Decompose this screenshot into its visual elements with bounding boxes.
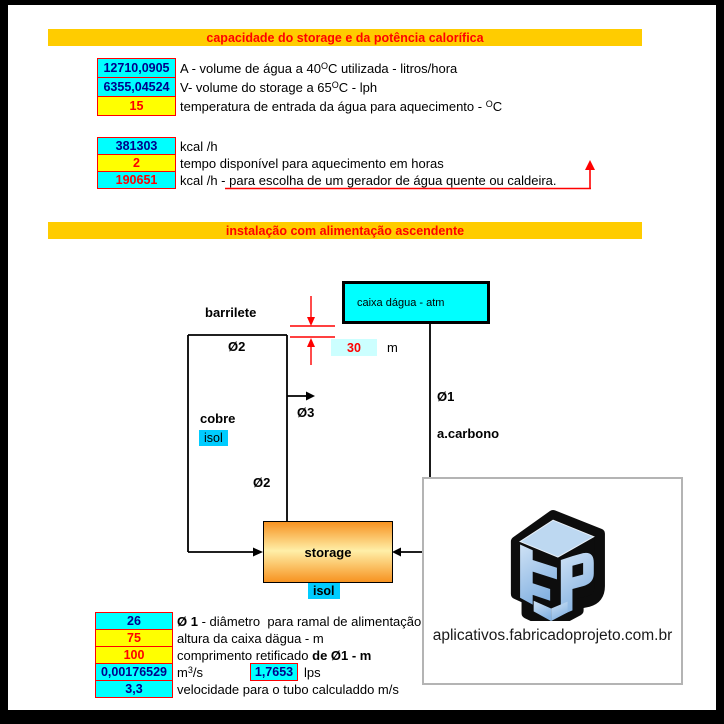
label-acarbono: a.carbono <box>437 426 500 441</box>
cell-velocidade[interactable]: 3,3 <box>95 680 173 698</box>
note-text: para escolha de um gerador de água quente ou caldeira. <box>229 172 557 188</box>
dimension-arrow-icons <box>307 317 315 347</box>
label-volume-storage-65c: V- volume do storage a 65 O C - lph <box>180 79 378 95</box>
label-diametro-d1: Ø 1 - diâmetro para ramal de alimentação <box>177 613 422 629</box>
label-volume-agua-40c: A - volume de água a 40 O C utilizada - litros/hora <box>180 60 458 76</box>
cell-kcal-total[interactable]: 381303 <box>97 137 176 155</box>
label-kcal-total: kcal /h <box>180 138 218 154</box>
label-cobre: cobre <box>200 411 236 426</box>
label-vazao-unit: m 3 /s <box>177 664 203 680</box>
label-d2-top: Ø2 <box>228 339 246 354</box>
cell-diametro-d1[interactable]: 26 <box>95 612 173 630</box>
label-tempo-horas: tempo disponível para aquecimento em horas <box>180 155 444 171</box>
cell-comprimento-d1[interactable]: 100 <box>95 646 173 664</box>
cell-volume-storage-65c[interactable]: 6355,04524 <box>97 77 176 97</box>
isol-storage-tag: isol <box>308 583 340 599</box>
storage-box: storage <box>263 521 393 583</box>
label-d1: Ø1 <box>437 389 455 404</box>
label-altura-caixa: altura da caixa dägua - m <box>177 630 324 646</box>
label-temp-entrada: temperatura de entrada da água para aquecimento - O C <box>180 98 503 114</box>
label-d2-mid: Ø2 <box>253 475 271 490</box>
label-dim-unit: m <box>387 340 398 355</box>
label-velocidade: velocidade para o tubo calculaddo m/s <box>177 681 399 697</box>
cell-vazao-lps[interactable]: 1,7653 <box>250 663 298 681</box>
logo-panel <box>422 477 683 685</box>
label-barrilete: barrilete <box>205 305 257 320</box>
cell-temp-entrada[interactable]: 15 <box>97 96 176 116</box>
label-lps: lps <box>304 664 321 680</box>
isol-cobre-tag: isol <box>199 430 228 446</box>
cell-volume-agua-40c[interactable]: 12710,0905 <box>97 58 176 78</box>
caixa-dagua-box: caixa dágua - atm <box>342 281 490 324</box>
label-kcal-gerador: kcal /h - para escolha de um gerador de água quente ou caldeira. <box>180 172 557 188</box>
dimension-lines <box>290 296 335 365</box>
label-comprimento-d1: comprimento retificado de Ø1 - m <box>177 647 372 663</box>
logo-url-text: aplicativos.fabricadoprojeto.com.br <box>432 627 673 644</box>
banner-capacity: capacidade do storage e da potência calorífica <box>48 29 642 46</box>
cell-altura-caixa[interactable]: 75 <box>95 629 173 647</box>
cell-tempo-horas[interactable]: 2 <box>97 154 176 172</box>
cell-altura-30m[interactable]: 30 <box>331 339 377 356</box>
banner-installation: instalação com alimentação ascendente <box>48 222 642 239</box>
fp-logo-icon <box>491 497 619 621</box>
label-d3: Ø3 <box>297 405 315 420</box>
cell-kcal-gerador[interactable]: 190651 <box>97 171 176 189</box>
cell-vazao-m3s[interactable]: 0,00176529 <box>95 663 173 681</box>
